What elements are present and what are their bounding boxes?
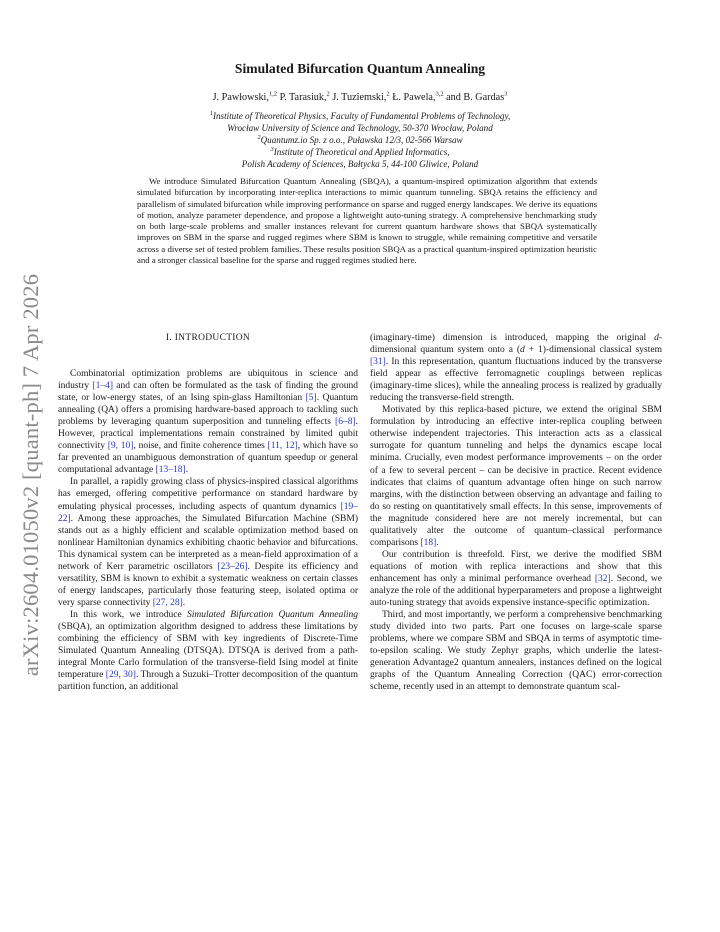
- paragraph: In parallel, a rapidly growing class of physics-inspired classical algorithms has emerged, offering competitive performance on standard hardware by emulating physical processes, including aspects of quantum dynamics [19–22]. Among these approaches, the Simulated Bifurcation Machine (SBM) stands out as a highly efficient and scalable optimization method based on nonlinear Hamiltonian dynamics exhibiting chaotic behavior and bifurcations. This dynamical system can be interpreted as a mean-field approximation of a network of Kerr parametric oscillators [23–26]. Despite its efficiency and versatility, SBM is known to exhibit a systematic weakness on certain classes of energy landscapes, particularly those featuring steep, isolated optima or very sparse connectivity [27, 28].: [58, 477, 359, 608]
- affiliation-3-cont: Polish Academy of Sciences, Bałtycka 5, 44-100 Gliwice, Poland: [241, 159, 479, 169]
- citation-link[interactable]: [29, 30]: [105, 670, 136, 681]
- affiliation-1: $^1$Institute of Theoretical Physics, Faculty of Fundamental Problems of Technology,: [209, 109, 511, 121]
- citation-link[interactable]: [6–8]: [335, 417, 356, 428]
- citation-link[interactable]: [1–4]: [92, 381, 113, 392]
- section-heading-introduction: I. INTRODUCTION: [165, 333, 251, 343]
- citation-link[interactable]: [11, 12]: [267, 441, 298, 452]
- paragraph: (imaginary-time) dimension is introduced, mapping the original d-dimensional quantum system onto a (d + 1)-dimensional classical system [31]. In this representation, quantum fluctuations induced by the transverse field appear as effective ferromagnetic couplings between replicas (imaginary-time slices), while the annealing process is realized by gradually reducing the transverse-field strength.: [370, 333, 662, 404]
- citation-link[interactable]: [27, 28]: [152, 597, 183, 608]
- paragraph: Combinatorial optimization problems are ubiquitous in science and industry [1–4] and can often be formulated as the task of finding the ground state, or low-energy states, of an Ising spin-glass Hamiltonian [5]. Quantum annealing (QA) offers a promising hardware-based approach to tackling such problems by leveraging quantum superposition and tunneling effects [6–8]. However, practical implementations remain constrained by limited qubit connectivity [9, 10], noise, and finite coherence times [11, 12], which have so far prevented an unambiguous demonstration of quantum speedup or general computational advantage [13–18].: [58, 369, 359, 476]
- left-column: [58, 368, 358, 693]
- citation-link[interactable]: [18]: [420, 537, 437, 548]
- citation-link[interactable]: [23–26]: [217, 561, 248, 572]
- citation-link[interactable]: [32]: [594, 573, 611, 584]
- citation-link[interactable]: [13–18]: [155, 465, 186, 476]
- paragraph: Motivated by this replica-based picture, we extend the original SBM formulation by introducing an effective inter-replica coupling between otherwise independent trajectories. This interaction acts as a classical surrogate for quantum tunneling and helps the dynamics escape local minima. Crucially, even modest performance improvements – on the order of a few to several percent – can be decisive in practice. Recent evidence indicates that claims of quantum advantage often hinge on such narrow margins, with the distinction between observing an advantage and failing to do so resting on quantitatively small effects. In this sense, improvements of the magnitude considered here are not merely incremental, but can qualitatively alter the outcome of quantum–classical performance comparisons [18].: [370, 405, 662, 548]
- author-list: J. Pawłowski,$^{1,2}$ P. Tarasiuk,$^2$ J. Tuziemski,$^2$ Ł. Pawela,$^{3,2}$ and B. Gardas$^3$: [212, 90, 508, 103]
- paragraph: Our contribution is threefold. First, we derive the modified SBM equations of motion with replica interactions and show that this enhancement has only a minimal performance overhead [32]. Second, we analyze the role of the additional hyperparameters and propose a lightweight auto-tuning strategy that avoids expensive instance-specific optimization.: [370, 549, 662, 609]
- abstract: We introduce Simulated Bifurcation Quantum Annealing (SBQA), a quantum-inspired optimization algorithm that extends simulated bifurcation by incorporating inter-replica interactions to mimic quantum tunneling. SBQA retains the efficiency and parallelism of simulated bifurcation while improving performance on sparse and rugged energy landscapes. We derive its equations of motion, analyze parameter dependence, and propose a lightweight auto-tuning strategy. A comprehensive benchmarking study on both large-scale problems and smaller instances relevant for current quantum hardware shows that SBQA systematically improves on SBM in the sparse and rugged regimes where SBM is known to struggle, while remaining competitive and versatile across a diverse set of tested problem families. These results position SBQA as a practical quantum-inspired optimization heuristic and a stronger classical baseline for the sparse and rugged regimes studied here.: [137, 176, 597, 266]
- affiliation-3: $^3$Institute of Theoretical and Applied Informatics,: [270, 145, 450, 157]
- paragraph: In this work, we introduce Simulated Bifurcation Quantum Annealing (SBQA), an optimization algorithm designed to address these limitations by combining the efficiency of SBM with key ingredients of Discrete-Time Simulated Quantum Annealing (DTSQA). DTSQA is derived from a path-integral Monte Carlo formulation of the transverse-field Ising model at finite temperature [29, 30]. Through a Suzuki–Trotter decomposition of the quantum partition function, an additional: [58, 609, 359, 693]
- arxiv-id-text: arXiv:2604.01050v2 [quant-ph] 7 Apr 2026: [18, 273, 43, 677]
- citation-link[interactable]: [19–22]: [58, 501, 358, 524]
- citation-link[interactable]: [9, 10]: [107, 441, 134, 452]
- arxiv-identifier-stamp: [14, 250, 48, 700]
- affiliation-1-cont: Wrocław University of Science and Technology, 50-370 Wrocław, Poland: [227, 123, 493, 133]
- paragraph: Third, and most importantly, we perform a comprehensive benchmarking study divided into two parts. Part one focuses on large-scale sparse problems, where we compare SBM and SBQA in terms of asymptotic time-to-epsilon scaling. We study Zephyr graphs, which underlie the latest-generation Advantage2 quantum annealers, instances defined on the logical graphs of the Quantum Annealing Correction (QAC) error-correction scheme, recently used in an attempt to demonstrate quantum scal-: [370, 610, 662, 693]
- paper-title: Simulated Bifurcation Quantum Annealing: [234, 61, 486, 76]
- citation-link[interactable]: [5]: [305, 393, 317, 404]
- right-column: [370, 332, 662, 693]
- affiliation-2: $^2$Quantumz.io Sp. z o.o., Puławska 12/3, 02-566 Warsaw: [257, 133, 463, 145]
- citation-link[interactable]: [31]: [370, 357, 386, 368]
